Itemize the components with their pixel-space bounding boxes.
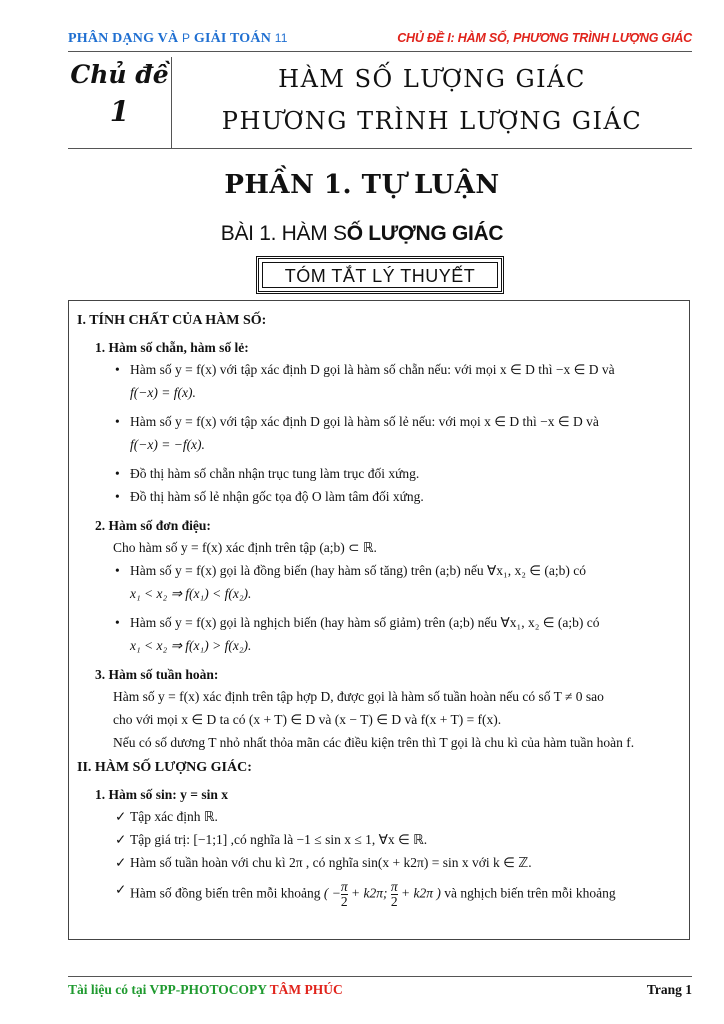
lesson-title: BÀI 1. HÀM SỐ LƯỢNG GIÁC [220, 222, 504, 245]
list-item: ✓ Tập giá trị: [−1;1] ,có nghĩa là −1 ≤ sin x ≤ 1, ∀x ∈ ℝ. [115, 832, 428, 847]
subsection-2-1-title: 1. Hàm số sin: y = sin x [95, 787, 228, 802]
checkmark-icon: ✓ [115, 855, 127, 870]
section-1-title: I. TÍNH CHẤT CỦA HÀM SỐ: [77, 313, 267, 328]
formula-line: f(−x) = f(x). [130, 385, 196, 400]
list-item: • Hàm số y = f(x) với tập xác định D gọi là hàm số chẵn nếu: với mọi x ∈ D thì −x ∈ D và [115, 362, 615, 377]
bullet-dot-icon: • [115, 414, 120, 429]
list-item: • Hàm số y = f(x) gọi là nghịch biến (hay hàm số giảm) trên (a;b) nếu ∀x₁, x₂ ∈ (a;b) có [115, 615, 600, 630]
bullet-dot-icon: • [115, 563, 120, 578]
list-item: ✓ Hàm số tuần hoàn với chu kì 2π , có nghĩa sin(x + k2π) = sin x với k ∈ ℤ. [115, 855, 532, 870]
formula-line: f(−x) = −f(x). [130, 437, 205, 452]
theory-content-box [68, 300, 690, 940]
paragraph: Hàm số y = f(x) xác định trên tập hợp D, được gọi là hàm số tuần hoàn nếu có số T ≠ 0 sao [113, 689, 604, 704]
chapter-number: 1 [109, 95, 130, 128]
paragraph: Cho hàm số y = f(x) xác định trên tập (a;b) ⊂ ℝ. [113, 540, 377, 555]
subsection-1-2-title: 2. Hàm số đơn điệu: [95, 518, 211, 533]
checkmark-icon: ✓ [115, 882, 127, 897]
formula-line: x₁ < x₂ ⇒ f(x₁) < f(x₂). [130, 586, 252, 601]
footer-divider [68, 976, 692, 977]
theory-content [77, 311, 683, 913]
bullet-dot-icon: • [115, 615, 120, 630]
list-item: ✓ Tập xác định ℝ. [115, 809, 218, 824]
bullet-dot-icon: • [115, 466, 120, 481]
checkmark-icon: ✓ [115, 809, 127, 824]
paragraph: Nếu có số dương T nhỏ nhất thỏa mãn các điều kiện trên thì T gọi là chu kì của hàm tuần hoàn f. [113, 735, 635, 750]
chapter-title-line1: HÀM SỐ LƯỢNG GIÁC [278, 65, 586, 93]
summary-label: TÓM TẮT LÝ THUYẾT [262, 262, 498, 288]
chapter-word: Chủ đề [70, 60, 169, 89]
chapter-title-line2: PHƯƠNG TRÌNH LƯỢNG GIÁC [221, 107, 643, 135]
header-book-title: PHÂN DẠNG VÀ P GIẢI TOÁN 11 [68, 31, 288, 46]
list-item: • Hàm số y = f(x) gọi là đồng biến (hay hàm số tăng) trên (a;b) nếu ∀x₁, x₂ ∈ (a;b) có [115, 563, 587, 578]
page-number: Trang 1 [646, 982, 692, 997]
list-item: ✓ Hàm số đồng biến trên mỗi khoảng ( − $\frac{\pi}{2}$ + k2π; $\frac{\pi}{2}$ + k2π ) và nghịch biến trên mỗi khoảng [115, 879, 616, 909]
checkmark-icon: ✓ [115, 832, 127, 847]
summary-label-box [256, 256, 504, 294]
chapter-label [68, 57, 172, 149]
header-divider [68, 51, 692, 52]
interval-formula: ( − $\frac{\pi}{2}$ + k2π; $\frac{\pi}{2}$ + k2π ) [323, 879, 441, 909]
paragraph: cho với mọi x ∈ D ta có (x + T) ∈ D và (x − T) ∈ D và f(x + T) = f(x). [113, 712, 502, 727]
chapter-banner [68, 57, 692, 149]
formula-line: x₁ < x₂ ⇒ f(x₁) > f(x₂). [130, 638, 252, 653]
page-header [68, 29, 692, 51]
bullet-dot-icon: • [115, 362, 120, 377]
subsection-1-1-title: 1. Hàm số chẵn, hàm số lẻ: [95, 340, 249, 355]
bullet-dot-icon: • [115, 489, 120, 504]
part-title: PHẦN 1. TỰ LUẬN [224, 170, 500, 200]
subsection-1-3-title: 3. Hàm số tuần hoàn: [95, 667, 219, 682]
header-chapter-title: CHỦ ĐỀ I: HÀM SỐ, PHƯƠNG TRÌNH LƯỢNG GIÁC [397, 31, 692, 45]
list-item: • Đồ thị hàm số chẵn nhận trục tung làm trục đối xứng. [115, 466, 420, 481]
chapter-title [172, 57, 692, 149]
footer-source: Tài liệu có tại VPP-PHOTOCOPY TÂM PHÚC [68, 982, 343, 997]
section-2-title: II. HÀM SỐ LƯỢNG GIÁC: [77, 760, 252, 775]
list-item: • Hàm số y = f(x) với tập xác định D gọi là hàm số lẻ nếu: với mọi x ∈ D thì −x ∈ D và [115, 414, 599, 429]
list-item: • Đồ thị hàm số lẻ nhận gốc tọa độ O làm tâm đối xứng. [115, 489, 424, 504]
